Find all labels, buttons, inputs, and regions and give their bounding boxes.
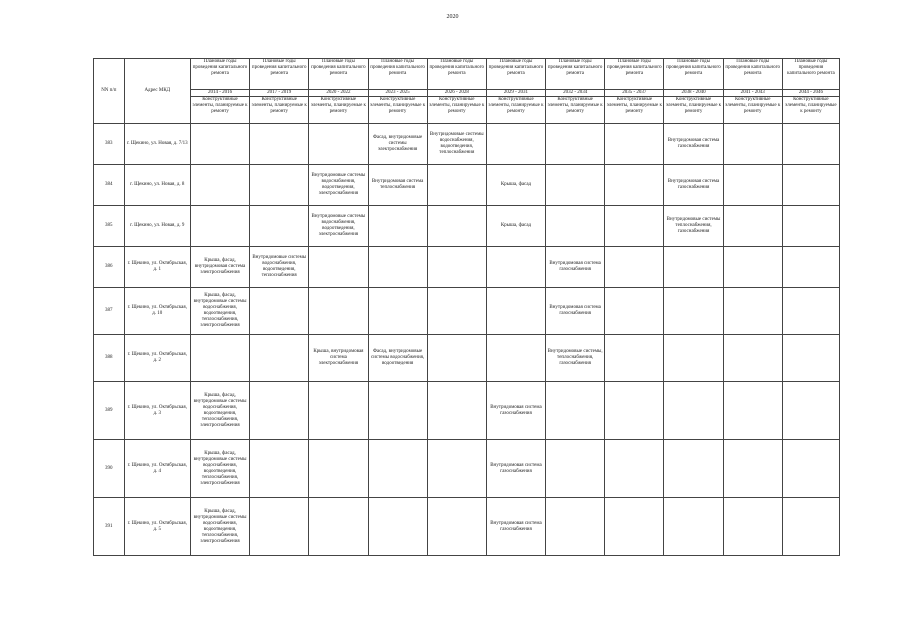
header-plan-title: Плановые годы проведения капитального ремонта bbox=[250, 59, 309, 90]
repair-cell bbox=[605, 124, 664, 165]
repair-cell bbox=[368, 288, 427, 335]
repair-cell bbox=[723, 335, 782, 382]
repair-cell bbox=[250, 165, 309, 206]
repair-cell bbox=[250, 382, 309, 440]
repair-cell bbox=[190, 165, 249, 206]
header-period: 2038 - 2040 bbox=[664, 90, 723, 97]
repair-cell bbox=[723, 498, 782, 556]
repair-cell bbox=[427, 498, 486, 556]
repair-cell bbox=[782, 335, 839, 382]
repair-cell bbox=[250, 124, 309, 165]
repair-cell bbox=[664, 335, 723, 382]
row-address: г. Щекино, ул. Октябрьская, д. 1 bbox=[124, 247, 190, 288]
repair-cell bbox=[368, 206, 427, 247]
row-address: г. Щекино, ул. Октябрьская, д. 5 bbox=[124, 498, 190, 556]
row-number: 391 bbox=[94, 498, 125, 556]
table-row bbox=[94, 382, 840, 440]
repair-cell bbox=[605, 382, 664, 440]
repair-cell: Внутридомовые системы водоснабжения, водоотведения, теплоснабжения bbox=[427, 124, 486, 165]
repair-cell bbox=[427, 335, 486, 382]
repair-cell bbox=[486, 247, 545, 288]
repair-cell bbox=[250, 206, 309, 247]
row-address: г. Щекино, ул. Октябрьская, д. 10 bbox=[124, 288, 190, 335]
repair-cell bbox=[309, 382, 368, 440]
repair-cell bbox=[605, 247, 664, 288]
repair-cell bbox=[605, 440, 664, 498]
repair-cell bbox=[427, 288, 486, 335]
repair-cell: Внутридомовая система газоснабжения bbox=[546, 247, 605, 288]
row-number: 390 bbox=[94, 440, 125, 498]
repair-cell bbox=[250, 498, 309, 556]
header-plan-title: Плановые годы проведения капитального ремонта bbox=[309, 59, 368, 90]
repair-cell bbox=[546, 440, 605, 498]
repair-cell bbox=[368, 440, 427, 498]
repair-cell bbox=[723, 165, 782, 206]
row-number: 388 bbox=[94, 335, 125, 382]
repair-cell bbox=[723, 440, 782, 498]
repair-cell bbox=[250, 440, 309, 498]
header-elements-title: Конструктивные элементы, планируемые к ремонту bbox=[664, 97, 723, 124]
repair-cell bbox=[368, 382, 427, 440]
repair-cell bbox=[250, 288, 309, 335]
header-elements-title: Конструктивные элементы, планируемые к ремонту bbox=[486, 97, 545, 124]
repair-cell bbox=[546, 124, 605, 165]
repair-cell: Крыша, фасад, внутридомовые системы водоснабжения, водоотведения, теплоснабжения, электроснабжения bbox=[190, 498, 249, 556]
header-period: 2020 - 2022 bbox=[309, 90, 368, 97]
repair-cell bbox=[782, 288, 839, 335]
row-number: 387 bbox=[94, 288, 125, 335]
table-row bbox=[94, 206, 840, 247]
repair-cell bbox=[605, 498, 664, 556]
header-plan-title: Плановые годы проведения капитального ремонта bbox=[605, 59, 664, 90]
header-plan-title: Плановые годы проведения капитального ремонта bbox=[427, 59, 486, 90]
table-row bbox=[94, 440, 840, 498]
repair-cell bbox=[605, 335, 664, 382]
row-address: г. Щекино, ул. Октябрьская, д. 3 bbox=[124, 382, 190, 440]
header-elements-title: Конструктивные элементы, планируемые к ремонту bbox=[427, 97, 486, 124]
repair-cell: Внутридомовая система газоснабжения bbox=[486, 440, 545, 498]
header-plan-title: Плановые годы проведения капитального ремонта bbox=[723, 59, 782, 90]
row-address: г. Щекино, ул. Новая, д. 9 bbox=[124, 206, 190, 247]
header-plan-title: Плановые годы проведения капитального ремонта bbox=[664, 59, 723, 90]
repair-cell: Внутридомовые системы теплоснабжения, газоснабжения bbox=[664, 206, 723, 247]
repair-cell bbox=[190, 206, 249, 247]
repair-cell bbox=[190, 124, 249, 165]
repair-cell: Фасад, внутридомовые системы электроснабжения bbox=[368, 124, 427, 165]
repair-cell bbox=[486, 124, 545, 165]
repair-cell: Внутридомовые системы, теплоснабжения, газоснабжения bbox=[546, 335, 605, 382]
capital-repair-table bbox=[93, 58, 840, 556]
repair-cell bbox=[546, 498, 605, 556]
repair-cell bbox=[782, 498, 839, 556]
header-period: 2014 - 2016 bbox=[190, 90, 249, 97]
table-body bbox=[94, 124, 840, 556]
table-row bbox=[94, 288, 840, 335]
header-plan-title: Плановые годы проведения капитального ремонта bbox=[782, 59, 839, 90]
header-period: 2029 - 2031 bbox=[486, 90, 545, 97]
repair-cell bbox=[605, 206, 664, 247]
repair-cell: Крыша, фасад bbox=[486, 165, 545, 206]
repair-cell bbox=[250, 335, 309, 382]
repair-cell bbox=[723, 247, 782, 288]
row-address: г. Щекино, ул. Новая, д. 8 bbox=[124, 165, 190, 206]
repair-cell bbox=[664, 288, 723, 335]
repair-cell bbox=[546, 382, 605, 440]
header-period: 2017 - 2019 bbox=[250, 90, 309, 97]
row-address: г. Щекино, ул. Октябрьская, д. 4 bbox=[124, 440, 190, 498]
repair-cell: Крыша, фасад bbox=[486, 206, 545, 247]
header-elements-title: Конструктивные элементы, планируемые к ремонту bbox=[605, 97, 664, 124]
repair-cell: Внутридомовые системы водоснабжения, водоотведения, электроснабжения bbox=[309, 165, 368, 206]
page-number: 2020 bbox=[446, 14, 459, 20]
repair-cell bbox=[782, 206, 839, 247]
table-row bbox=[94, 335, 840, 382]
repair-cell bbox=[427, 382, 486, 440]
repair-cell bbox=[190, 335, 249, 382]
repair-cell bbox=[546, 165, 605, 206]
repair-cell: Крыша, фасад, внутридомовые системы водоснабжения, водоотведения, теплоснабжения, электроснабжения bbox=[190, 382, 249, 440]
header-period: 2035 - 2037 bbox=[605, 90, 664, 97]
row-number: 383 bbox=[94, 124, 125, 165]
repair-cell bbox=[427, 165, 486, 206]
repair-cell bbox=[605, 288, 664, 335]
header-elements-title: Конструктивные элементы, планируемые к ремонту bbox=[309, 97, 368, 124]
repair-cell: Внутридомовая система газоснабжения bbox=[664, 124, 723, 165]
repair-cell: Фасад, внутридомовые системы водоснабжения, водоотведения bbox=[368, 335, 427, 382]
table-row bbox=[94, 247, 840, 288]
repair-cell bbox=[782, 247, 839, 288]
repair-cell bbox=[723, 124, 782, 165]
row-number: 386 bbox=[94, 247, 125, 288]
repair-cell bbox=[723, 206, 782, 247]
table-row bbox=[94, 165, 840, 206]
header-plan-title: Плановые годы проведения капитального ремонта bbox=[486, 59, 545, 90]
repair-cell bbox=[427, 440, 486, 498]
repair-cell bbox=[664, 440, 723, 498]
header-elements-title: Конструктивные элементы, планируемые к ремонту bbox=[250, 97, 309, 124]
repair-cell bbox=[782, 382, 839, 440]
repair-cell bbox=[664, 382, 723, 440]
header-plan-title: Плановые годы проведения капитального ремонта bbox=[190, 59, 249, 90]
repair-cell bbox=[546, 206, 605, 247]
row-number: 384 bbox=[94, 165, 125, 206]
repair-cell bbox=[723, 382, 782, 440]
repair-cell: Внутридомовая система газоснабжения bbox=[486, 498, 545, 556]
repair-cell bbox=[309, 498, 368, 556]
repair-cell bbox=[309, 247, 368, 288]
table-row bbox=[94, 498, 840, 556]
repair-cell bbox=[486, 288, 545, 335]
repair-cell bbox=[782, 440, 839, 498]
table-header bbox=[94, 59, 840, 124]
repair-cell: Крыша, фасад, внутридомовая система электроснабжения bbox=[190, 247, 249, 288]
header-elements-title: Конструктивные элементы, планируемые к ремонту bbox=[190, 97, 249, 124]
repair-cell: Внутридомовые системы водоснабжения, водоотведения, теплоснабжения bbox=[250, 247, 309, 288]
repair-cell bbox=[368, 247, 427, 288]
row-number: 385 bbox=[94, 206, 125, 247]
repair-cell: Крыша, фасад, внутридомовые системы водоснабжения, водоотведения, теплоснабжения, электроснабжения bbox=[190, 440, 249, 498]
header-plan-title: Плановые годы проведения капитального ремонта bbox=[368, 59, 427, 90]
header-period: 2041 - 2043 bbox=[723, 90, 782, 97]
header-plan-title: Плановые годы проведения капитального ремонта bbox=[546, 59, 605, 90]
repair-cell bbox=[427, 247, 486, 288]
repair-cell bbox=[486, 335, 545, 382]
repair-cell bbox=[309, 440, 368, 498]
table-row bbox=[94, 124, 840, 165]
header-elements-title: Конструктивные элементы, планируемые к ремонту bbox=[546, 97, 605, 124]
header-elements-title: Конструктивные элементы, планируемые к ремонту bbox=[723, 97, 782, 124]
row-number: 389 bbox=[94, 382, 125, 440]
repair-cell: Внутридомовая система газоснабжения bbox=[664, 165, 723, 206]
repair-cell bbox=[605, 165, 664, 206]
repair-cell bbox=[664, 247, 723, 288]
header-elements-title: Конструктивные элементы, планируемые к ремонту bbox=[782, 97, 839, 124]
repair-cell bbox=[368, 498, 427, 556]
repair-cell: Внутридомовая система газоснабжения bbox=[546, 288, 605, 335]
repair-cell bbox=[782, 124, 839, 165]
header-period: 2023 - 2025 bbox=[368, 90, 427, 97]
repair-cell: Внутридомовые системы водоснабжения, водоотведения, электроснабжения bbox=[309, 206, 368, 247]
header-period: 2032 - 2034 bbox=[546, 90, 605, 97]
repair-cell bbox=[782, 165, 839, 206]
repair-cell bbox=[664, 498, 723, 556]
header-period: 2026 - 2028 bbox=[427, 90, 486, 97]
repair-cell: Внутридомовая система теплоснабжения bbox=[368, 165, 427, 206]
repair-cell bbox=[427, 206, 486, 247]
repair-cell: Крыша, внутридомовая система электроснабжения bbox=[309, 335, 368, 382]
header-elements-title: Конструктивные элементы, планируемые к ремонту bbox=[368, 97, 427, 124]
row-address: г. Щекино, ул. Октябрьская, д. 2 bbox=[124, 335, 190, 382]
repair-cell: Внутридомовая система газоснабжения bbox=[486, 382, 545, 440]
repair-cell bbox=[309, 124, 368, 165]
row-address: г. Щекино, ул. Новая, д. 7/13 bbox=[124, 124, 190, 165]
repair-cell: Крыша, фасад, внутридомовые системы водоснабжения, водоотведения, теплоснабжения, электроснабжения bbox=[190, 288, 249, 335]
repair-cell bbox=[309, 288, 368, 335]
repair-cell bbox=[723, 288, 782, 335]
header-nn: NN п/п bbox=[94, 59, 125, 124]
header-period: 2044 - 2046 bbox=[782, 90, 839, 97]
header-address: Адрес МКД bbox=[124, 59, 190, 124]
